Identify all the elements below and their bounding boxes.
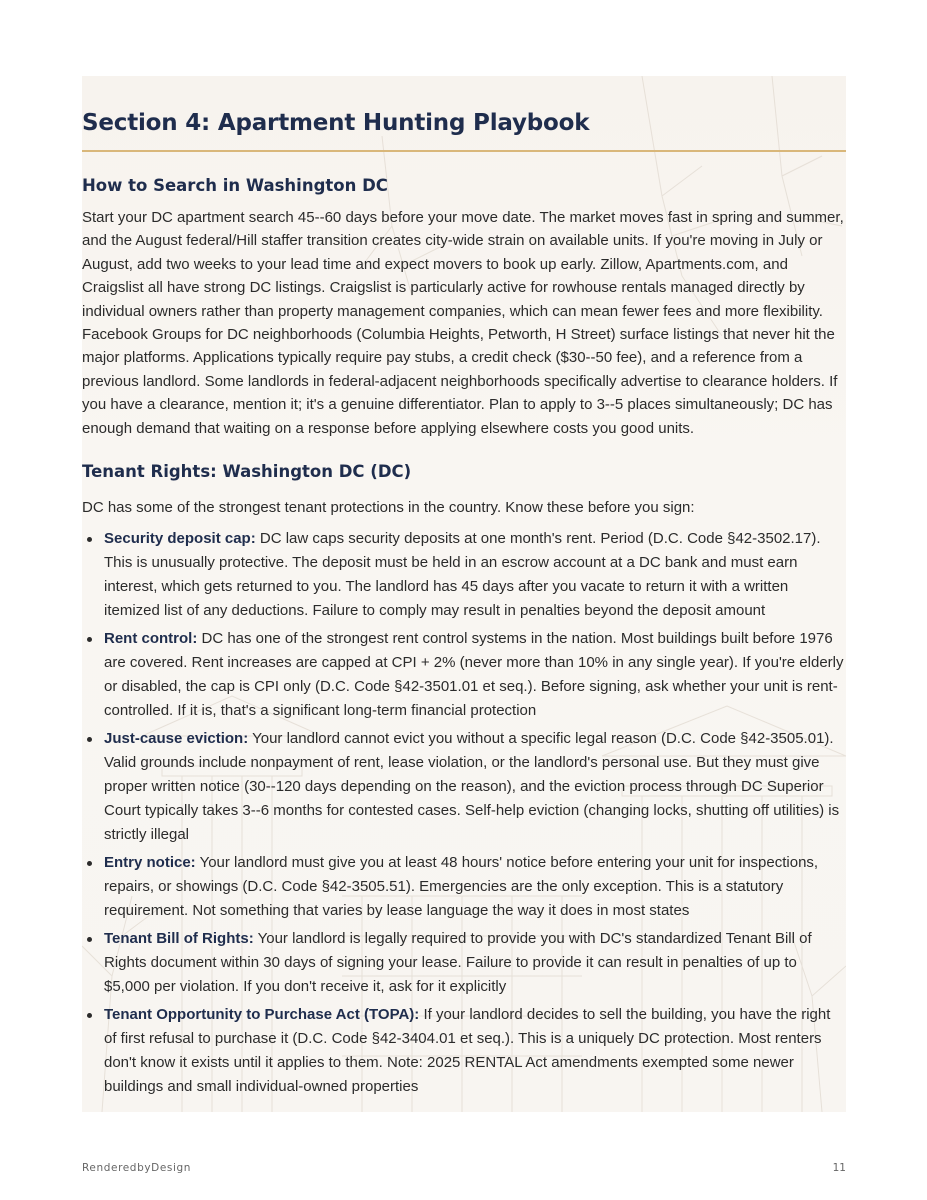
bullet-text: DC law caps security deposits at one month's rent. Period (D.C. Code §42-3502.17). This is unusually protective. The deposit must be held in an escrow account at a DC bank and must earn interest, which gets returned to you. The landlord has 45 days after you vacate to return it with a written itemized list of any deductions. Failure to comply may result in penalties beyond the deposit amount [104,530,821,619]
search-heading: How to Search in Washington DC [82,176,388,195]
bullet-text: Your landlord is legally required to provide you with DC's standardized Tenant Bill of Rights document within 30 days of signing your lease. Failure to provide it can result in penalties of up to $5,000 per violation. If you don't receive it, ask for it explicitly [104,930,812,995]
section-title: Section 4: Apartment Hunting Playbook [82,110,590,136]
list-item-just-cause-eviction [82,727,846,847]
bullet-icon [87,637,92,642]
bullet-term: Security deposit cap: [104,530,256,547]
bullet-term: Tenant Bill of Rights: [104,930,254,947]
bullet-term: Tenant Opportunity to Purchase Act (TOPA): [104,1006,420,1023]
bullet-icon [87,937,92,942]
page-number: 11 [832,1162,846,1174]
bullet-term: Rent control: [104,630,198,647]
tenant-rights-list [82,527,846,1103]
bullet-text: DC has one of the strongest rent control systems in the nation. Most buildings built before 1976 are covered. Rent increases are capped at CPI + 2% (never more than 10% in any single year). If you're elderly or disabled, the cap is CPI only (D.C. Code §42-3501.01 et seq.). Before signing, ask whether your unit is rent-controlled. If it is, that's a significant long-term financial protection [104,630,844,719]
footer-brand: RenderedbyDesign [82,1162,192,1174]
bullet-icon [87,537,92,542]
bullet-icon [87,737,92,742]
list-item-rent-control [82,627,846,723]
list-item-entry-notice [82,851,846,923]
bullet-icon [87,1013,92,1018]
tenant-rights-intro: DC has some of the strongest tenant protections in the country. Know these before you sign: [82,499,695,516]
title-divider [82,150,846,152]
search-paragraph: Start your DC apartment search 45--60 days before your move date. The market moves fast in spring and summer, and the August federal/Hill staffer transition creates city-wide strain on available units. If you're moving in July or August, add two weeks to your lead time and expect movers to book up early. Zillow, Apartments.com, and Craigslist all have strong DC listings. Craigslist is particularly active for rowhouse rentals managed directly by individual owners rather than property management companies, which can mean fewer fees and more flexibility. Facebook Groups for DC neighborhoods (Columbia Heights, Petworth, H Street) surface listings that never hit the major platforms. Applications typically require pay stubs, a credit check ($30--50 fee), and a reference from a previous landlord. Some landlords in federal-adjacent neighborhoods specifically advertise to clearance holders. If you have a clearance, mention it; it's a genuine differentiator. Plan to apply to 3--5 places simultaneously; DC has enough demand that waiting on a response before applying elsewhere costs you good units. [82,209,844,437]
list-item-security-deposit [82,527,846,623]
bullet-text: Your landlord must give you at least 48 hours' notice before entering your unit for inspections, repairs, or showings (D.C. Code §42-3505.51). Emergencies are the only exception. This is a statutory requirement. Not something that varies by lease language the way it does in most states [104,854,819,919]
bullet-text: If your landlord decides to sell the building, you have the right of first refusal to purchase it (D.C. Code §42-3404.01 et seq.). This is a uniquely DC protection. Most renters don't know it exists until it applies to them. Note: 2025 RENTAL Act amendments exempted some newer buildings and small individual-owned properties [104,1006,831,1095]
list-item-topa [82,1003,846,1099]
bullet-text: Your landlord cannot evict you without a specific legal reason (D.C. Code §42-3505.01). Valid grounds include nonpayment of rent, lease violation, or the landlord's personal use. But they must give proper written notice (30--120 days depending on the reason), and the eviction process through DC Superior Court typically takes 3--6 months for contested cases. Self-help eviction (changing locks, shutting off utilities) is strictly illegal [104,730,840,843]
list-item-tenant-bill-of-rights [82,927,846,999]
bullet-icon [87,861,92,866]
bullet-term: Just-cause eviction: [104,730,249,747]
bullet-term: Entry notice: [104,854,196,871]
tenant-rights-heading: Tenant Rights: Washington DC (DC) [82,462,412,481]
